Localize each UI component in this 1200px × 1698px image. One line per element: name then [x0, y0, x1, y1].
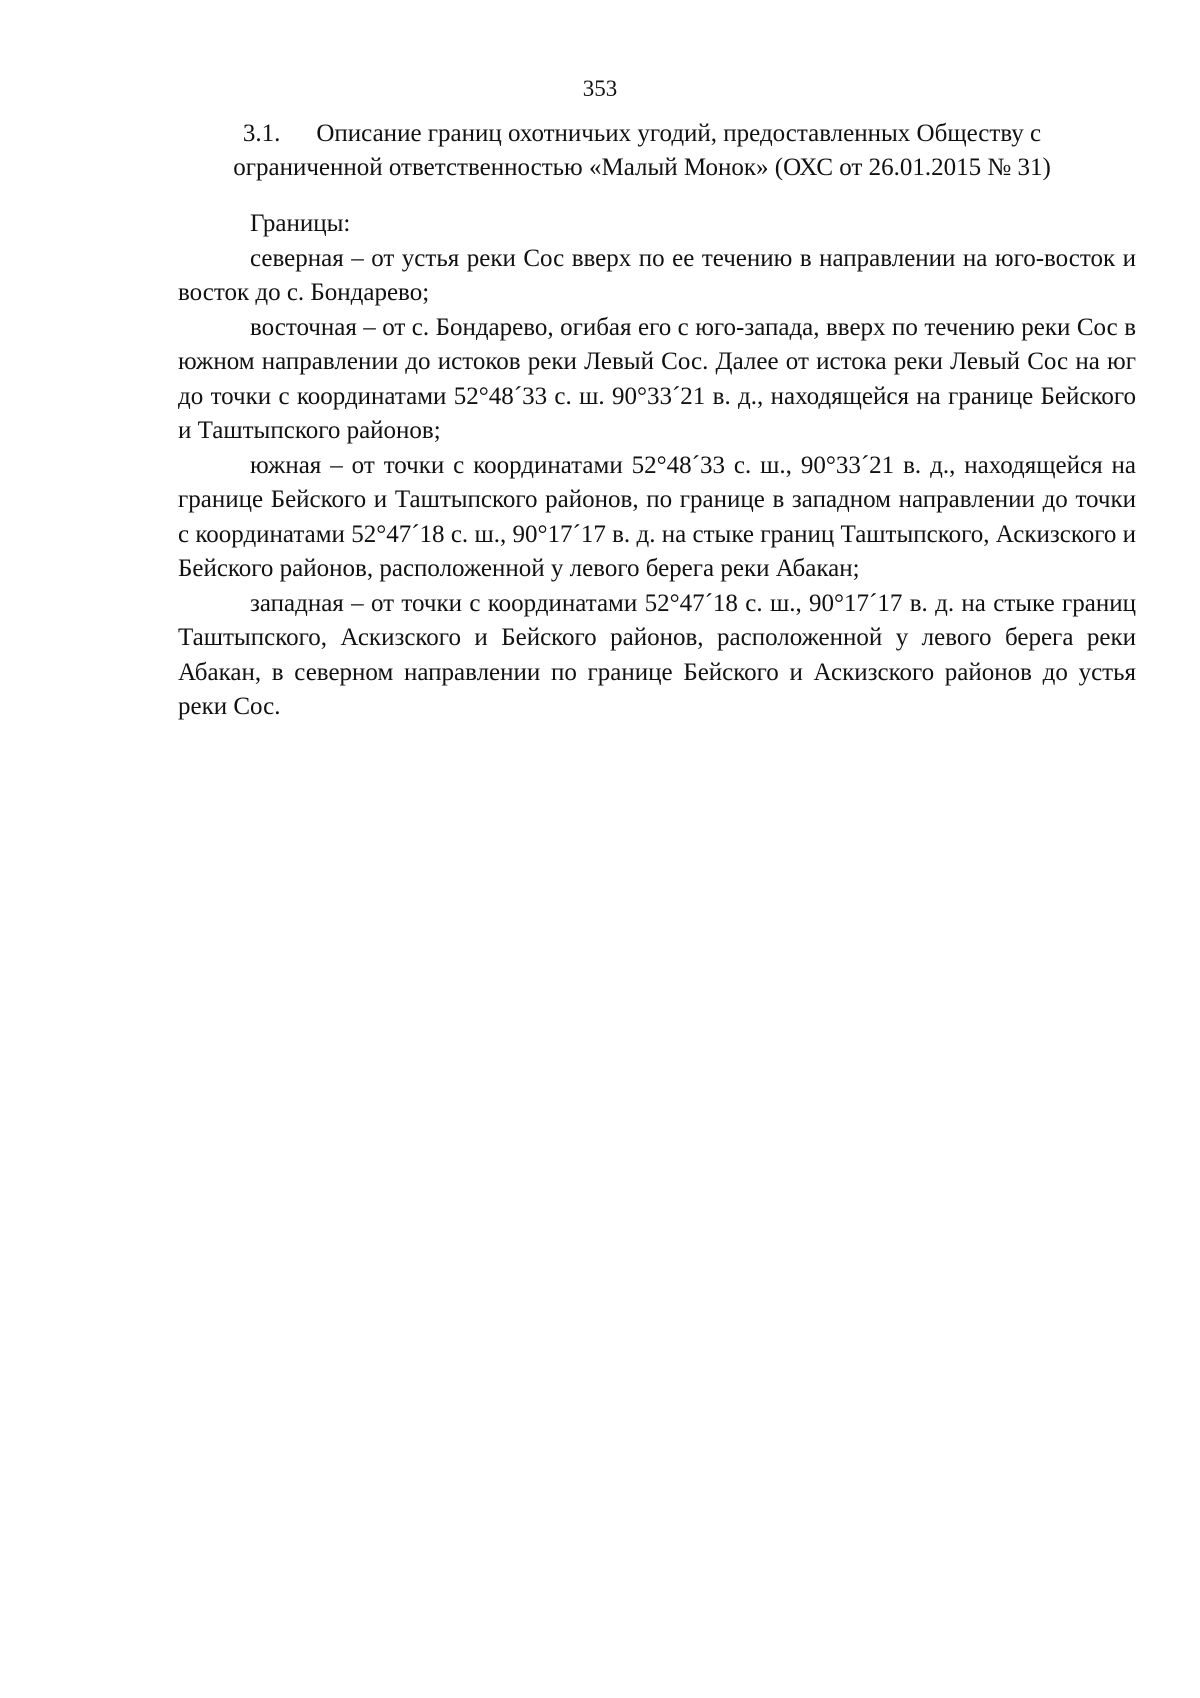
section-heading-line-2: ограниченной ответственностью «Малый Монок» (ОХС от 26.01.2015 № 31): [233, 154, 1051, 181]
boundaries-intro: Границы:: [250, 210, 351, 237]
boundary-east: восточная – от с. Бондарево, огибая его с юго-запада, вверх по течению реки Сос в южном направлении до истоков реки Левый Сос. Далее от истока реки Левый Сос на юг до точки с координатами 52°48´33 с. ш. 90°33´21 в. д., находящейся на границе Бейского и Таштыпского районов;: [178, 313, 1136, 444]
boundary-west: западная – от точки с координатами 52°47´18 с. ш., 90°17´17 в. д. на стыке границ Таштыпского, Аскизского и Бейского районов, расположенной у левого берега реки Абакан, в северном направлении по границе Бейского и Аскизского районов до устья реки Сос.: [178, 589, 1136, 720]
section-heading: [172, 117, 1112, 185]
boundaries-description: [178, 207, 1136, 725]
section-number: 3.1.: [242, 120, 281, 147]
boundary-south: южная – от точки с координатами 52°48´33 с. ш., 90°33´21 в. д., находящейся на границе Бейского и Таштыпского районов, по границе в западном направлении до точки с координатами 52°47´18 с. ш., 90°17´17 в. д. на стыке границ Таштыпского, Аскизского и Бейского районов, расположенной у левого берега реки Абакан;: [178, 451, 1136, 582]
boundary-north: северная – от устья реки Сос вверх по ее течению в направлении на юго-восток и восток до с. Бондарево;: [178, 244, 1136, 306]
section-heading-text-1: Описание границ охотничьих угодий, предоставленных Обществу с: [316, 120, 1042, 147]
page-number: 353: [582, 76, 618, 101]
section-heading-line-1: [172, 117, 1112, 151]
